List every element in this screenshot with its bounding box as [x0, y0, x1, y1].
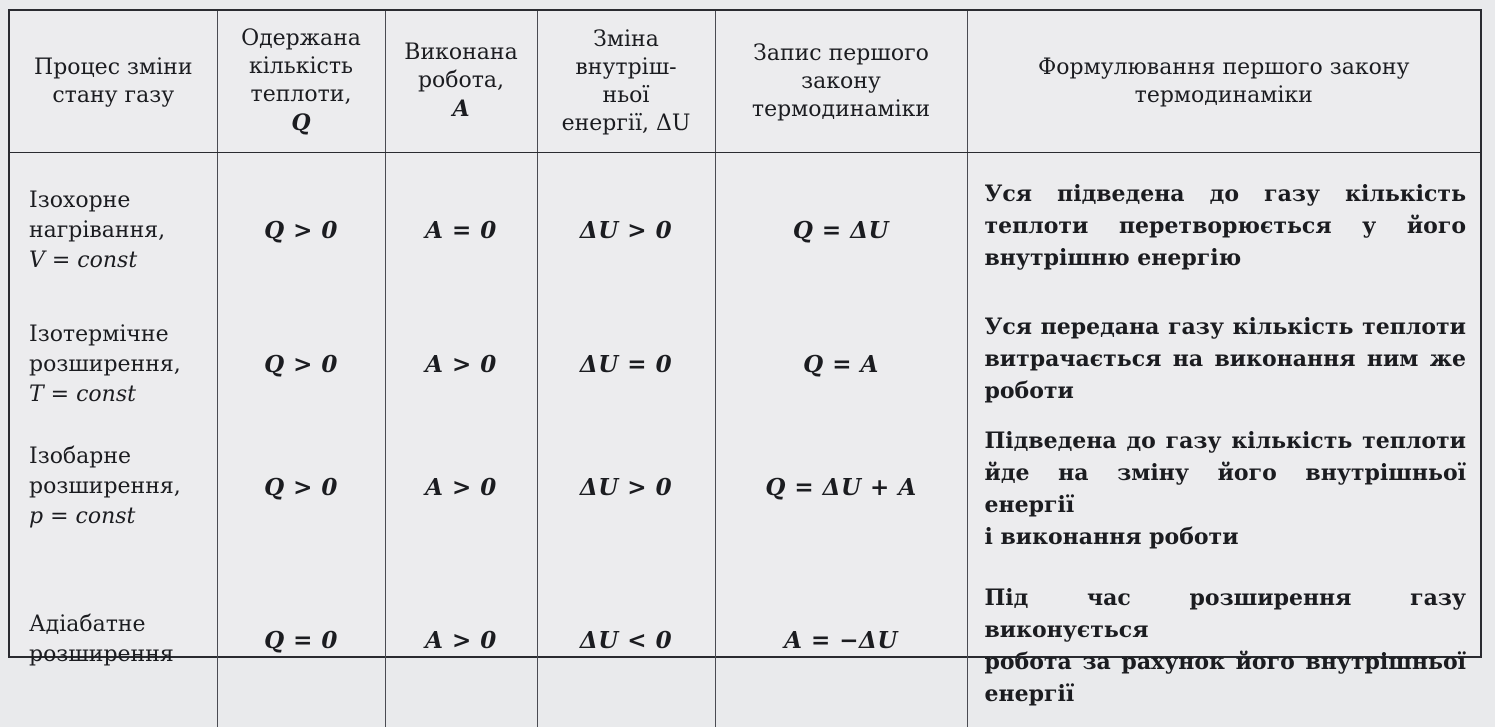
- work-cell: A > 0: [385, 553, 537, 727]
- header-heat: Одержана кількість теплоти, Q: [217, 11, 385, 153]
- law-cell: Q = A: [715, 308, 967, 421]
- thermodynamics-table: [10, 11, 1480, 727]
- heat-cell: Q = 0: [217, 553, 385, 727]
- header-law-record: Запис першого закону термодинаміки: [715, 11, 967, 153]
- work-cell: A > 0: [385, 308, 537, 421]
- header-internal-energy: Зміна внутріш- ньої енергії, ΔU: [537, 11, 715, 153]
- header-process: Процес зміни стану газу: [10, 11, 217, 153]
- formulation-cell: Під час розширення газу виконується робота за рахунок його внутрішньої енергії: [967, 553, 1480, 727]
- formulation-cell: Підведена до газу кількість теплоти йде на зміну його внутрішньої енергії і виконання роботи: [967, 421, 1480, 553]
- formulation-cell: Уся підведена до газу кількість теплоти перетворюється у його внутрішню енергію: [967, 153, 1480, 309]
- energy-change-cell: ΔU < 0: [537, 553, 715, 727]
- table-row: [10, 421, 1480, 553]
- header-row: [10, 11, 1480, 153]
- table-row: [10, 308, 1480, 421]
- header-work: Виконана робота, A: [385, 11, 537, 153]
- process-cell: Адіабатне розширення: [29, 612, 174, 667]
- energy-change-cell: ΔU > 0: [537, 153, 715, 309]
- energy-change-cell: ΔU > 0: [537, 421, 715, 553]
- formulation-cell: Уся передана газу кількість теплоти витрачається на виконання ним же роботи: [967, 308, 1480, 421]
- energy-change-cell: ΔU = 0: [537, 308, 715, 421]
- header-formulation: Формулювання першого закону термодинаміки: [967, 11, 1480, 153]
- law-cell: A = −ΔU: [715, 553, 967, 727]
- process-cell: Ізобарне розширення, p = const: [29, 444, 181, 529]
- process-cell: Ізохорне нагрівання, V = const: [29, 187, 166, 273]
- work-cell: A = 0: [385, 153, 537, 309]
- table-frame: [8, 9, 1482, 707]
- heat-cell: Q > 0: [217, 421, 385, 553]
- heat-cell: Q > 0: [217, 308, 385, 421]
- work-cell: A > 0: [385, 421, 537, 553]
- table-row: [10, 153, 1480, 309]
- table-row: [10, 553, 1480, 727]
- law-cell: Q = ΔU: [715, 153, 967, 309]
- process-cell: Ізотермічне розширення, T = const: [29, 321, 181, 407]
- law-cell: Q = ΔU + A: [715, 421, 967, 553]
- heat-cell: Q > 0: [217, 153, 385, 309]
